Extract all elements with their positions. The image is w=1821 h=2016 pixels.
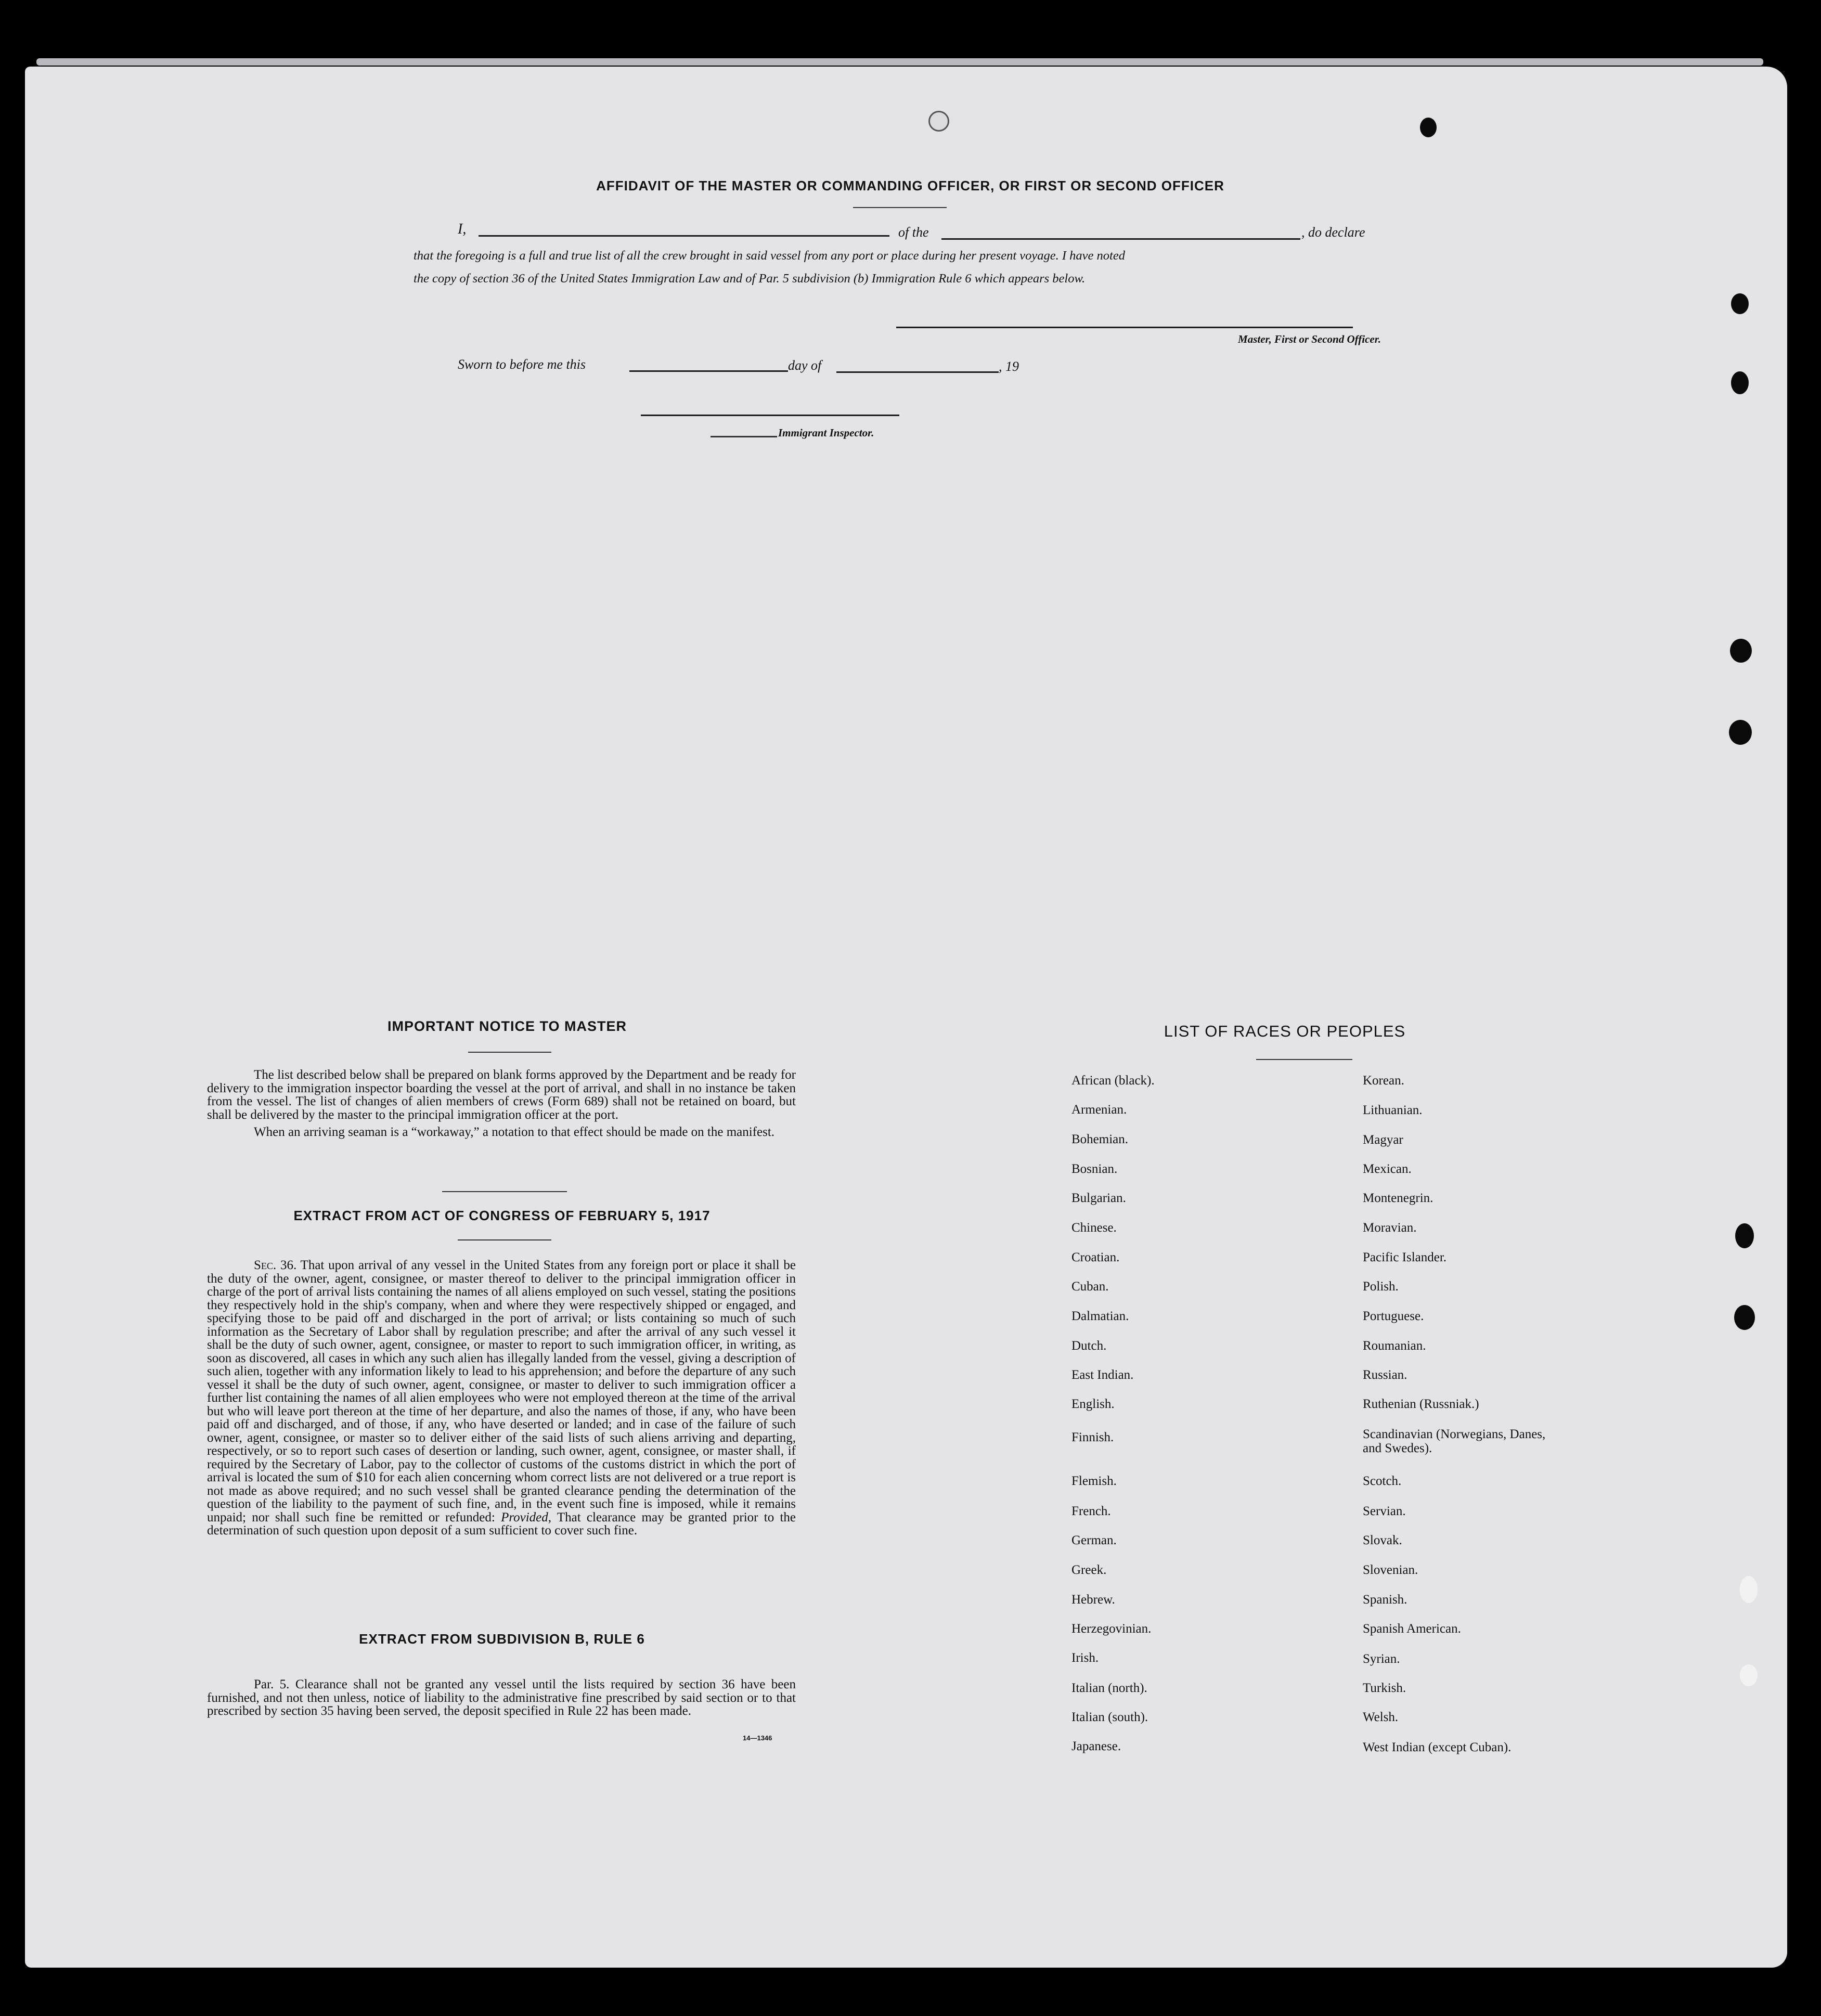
race-item: Ruthenian (Russniak.): [1363, 1397, 1479, 1411]
race-item: West Indian (except Cuban).: [1363, 1740, 1512, 1754]
notice-body: [207, 1068, 796, 1139]
master-signature-line: [896, 327, 1353, 328]
binder-hole: [1740, 1664, 1758, 1686]
affidavit-of-the: of the: [898, 225, 929, 240]
races-title: LIST OF RACES OR PEOPLES: [1164, 1022, 1406, 1040]
race-item: Servian.: [1363, 1504, 1406, 1518]
race-item: East Indian.: [1071, 1368, 1134, 1382]
race-item: Moravian.: [1363, 1221, 1417, 1235]
vessel-line: [941, 238, 1300, 240]
binder-hole: [928, 111, 949, 132]
notice-divider: [442, 1191, 567, 1192]
affidavit-declare: , do declare: [1301, 225, 1365, 240]
race-item: Armenian.: [1071, 1103, 1127, 1117]
race-item: Slovenian.: [1363, 1563, 1418, 1577]
inspector-caption-rule: [711, 436, 777, 437]
race-item: Dalmatian.: [1071, 1309, 1129, 1323]
section-text: That upon arrival of any vessel in the United States from any foreign port or place it shall be the duty of the owner, agent, consignee, or master thereof to deliver to the principal immigration officer in charge of the port of arrival lists containing the names of all aliens employed on such vessel, stating the positions they respectively hold in the ship's company, when and where they were respectively shipped or engaged, and specifying those to be paid off and discharged in the port of arrival; or lists containing so much of such information as the Secretary of Labor shall by regulation prescribe; and after the arrival of any such vessel it shall be the duty of such owner, agent, consignee, or master to report to such immigration officer, in writing, as soon as discovered, all cases in which any such alien has illegally landed from the vessel, giving a description of such alien, together with any information likely to lead to his apprehension; and before the departure of any such vessel it shall be the duty of such owner, agent, consignee, or master to deliver to such immigration officer a further list containing the names of all alien employees who were not employed thereon at the time of the arrival but who will leave port thereon at the time of her departure, and also the names of those, if any, who have been paid off and discharged, and of those, if any, who have deserted or landed; and in case of the failure of such owner, agent, consignee, or master so to deliver either of the said lists of such aliens arriving and departing, respectively, or so to report such cases of desertion or landing, such owner, agent, consignee, or master shall, if required by the Secretary of Labor, pay to the collector of customs of the customs district in which the port of arrival is located the sum of $10 for each alien concerning whom correct lists are not delivered or a true report is not made as above required; and no such vessel shall be granted clearance pending the determination of the question of the liability to the payment of such fine, and, in the event such fine is imposed, while it remains unpaid; nor shall such fine be remitted or refunded:: [207, 1258, 796, 1524]
race-item: Greek.: [1071, 1563, 1107, 1577]
section-label: Sec. 36.: [254, 1258, 297, 1272]
binder-hole: [1731, 371, 1749, 394]
race-item: Herzegovinian.: [1071, 1622, 1152, 1636]
race-item: German.: [1071, 1533, 1117, 1547]
notice-underline: [468, 1052, 551, 1053]
month-line: [836, 371, 999, 373]
rule-extract-body: [207, 1678, 796, 1718]
race-item: Hebrew.: [1071, 1593, 1115, 1607]
race-item: Portuguese.: [1363, 1309, 1424, 1323]
binder-hole: [1731, 293, 1749, 314]
sworn-text: Sworn to before me this: [458, 357, 586, 372]
race-item: Slovak.: [1363, 1533, 1402, 1547]
affidavit-i: I,: [458, 221, 467, 237]
binder-hole: [1730, 639, 1752, 663]
act-extract-title: EXTRACT FROM ACT OF CONGRESS OF FEBRUARY 5, 1917: [293, 1208, 711, 1223]
race-item: Croatian.: [1071, 1250, 1120, 1264]
race-item: Japanese.: [1071, 1739, 1121, 1753]
race-item: Welsh.: [1363, 1710, 1399, 1724]
rule-paragraph: Par. 5. Clearance shall not be granted any vessel until the lists required by section 36 have been furnished, and not then unless, notice of liability to the administrative fine prescribed by said section or to that prescribed by section 35 having been served, the deposit specified in Rule 22 has been made.: [207, 1677, 796, 1718]
race-item: Montenegrin.: [1363, 1191, 1433, 1205]
race-item: Spanish American.: [1363, 1622, 1461, 1636]
act-extract-body: [207, 1259, 796, 1537]
race-item: Bosnian.: [1071, 1162, 1118, 1176]
binder-hole: [1734, 1305, 1755, 1330]
race-item: Cuban.: [1071, 1280, 1109, 1294]
inspector-signature-line: [641, 415, 899, 416]
master-caption: Master, First or Second Officer.: [1238, 333, 1381, 345]
inspector-caption: Immigrant Inspector.: [778, 427, 874, 439]
race-item: Chinese.: [1071, 1221, 1117, 1235]
section-tail: That clearance may be granted prior to the determination of such question upon deposit of a sum sufficient to cover such fine.: [207, 1510, 796, 1537]
race-item: Scotch.: [1363, 1474, 1402, 1488]
races-right-column: [1363, 1074, 1612, 1765]
races-left-column: [1071, 1074, 1352, 1765]
race-item: French.: [1071, 1504, 1111, 1518]
title-underline: [853, 207, 947, 208]
race-item: Polish.: [1363, 1280, 1399, 1294]
binder-hole: [1729, 720, 1752, 745]
provided-word: Provided,: [501, 1510, 552, 1524]
rule-extract-title: EXTRACT FROM SUBDIVISION B, RULE 6: [359, 1631, 645, 1647]
notice-paragraph-2: When an arriving seaman is a “workaway,” a notation to that effect should be made on the manifest.: [254, 1125, 775, 1139]
notice-title: IMPORTANT NOTICE TO MASTER: [388, 1018, 627, 1034]
race-item: Mexican.: [1363, 1162, 1412, 1176]
race-item: Korean.: [1363, 1074, 1404, 1088]
race-item: Italian (south).: [1071, 1710, 1148, 1724]
race-item: Irish.: [1071, 1651, 1099, 1665]
race-item: Magyar: [1363, 1133, 1403, 1147]
race-item: Dutch.: [1071, 1339, 1107, 1353]
sworn-date-line: [629, 370, 788, 372]
race-item: Russian.: [1363, 1368, 1407, 1382]
act-underline: [458, 1239, 551, 1240]
day-of: day of: [788, 358, 822, 373]
race-item: Bohemian.: [1071, 1132, 1129, 1146]
race-item: Finnish.: [1071, 1430, 1114, 1444]
race-item: Roumanian.: [1363, 1339, 1426, 1353]
binder-hole: [1740, 1576, 1758, 1603]
race-item: Syrian.: [1363, 1652, 1400, 1666]
notice-paragraph-1: The list described below shall be prepared on blank forms approved by the Department and be ready for delivery to the immigration inspector boarding the vessel at the port of arrival, and shall in no instance be taken from the vessel. The list of changes of alien members of crews (Form 689) shall not be retained on board, but shall be delivered by the master to the principal immigration officer at the port.: [207, 1068, 796, 1122]
affidavit-line3: the copy of section 36 of the United States Immigration Law and of Par. 5 subdivision (b) Immigration Rule 6 which appears below.: [414, 272, 1086, 286]
sheet-edge: [36, 58, 1763, 66]
races-underline: [1256, 1059, 1352, 1060]
binder-hole: [1735, 1223, 1754, 1248]
race-item: English.: [1071, 1397, 1115, 1411]
race-item: Pacific Islander.: [1363, 1250, 1447, 1264]
binder-hole: [1420, 118, 1437, 137]
name-line: [479, 235, 889, 237]
year-prefix: , 19: [999, 359, 1019, 374]
race-item: Bulgarian.: [1071, 1191, 1126, 1205]
form-number: 14—1346: [743, 1734, 772, 1742]
race-item: Turkish.: [1363, 1681, 1406, 1695]
race-item: African (black).: [1071, 1074, 1155, 1088]
race-item: Lithuanian.: [1363, 1103, 1423, 1117]
race-item: Scandinavian (Norwegians, Danes, and Swedes).: [1363, 1427, 1546, 1455]
affidavit-title: AFFIDAVIT OF THE MASTER OR COMMANDING OFFICER, OR FIRST OR SECOND OFFICER: [596, 178, 1224, 193]
affidavit-line2: that the foregoing is a full and true list of all the crew brought in said vessel from any port or place during her present voyage. I have noted: [414, 249, 1125, 263]
race-item: Flemish.: [1071, 1474, 1117, 1488]
race-item: Spanish.: [1363, 1593, 1407, 1607]
race-item: Italian (north).: [1071, 1681, 1147, 1695]
